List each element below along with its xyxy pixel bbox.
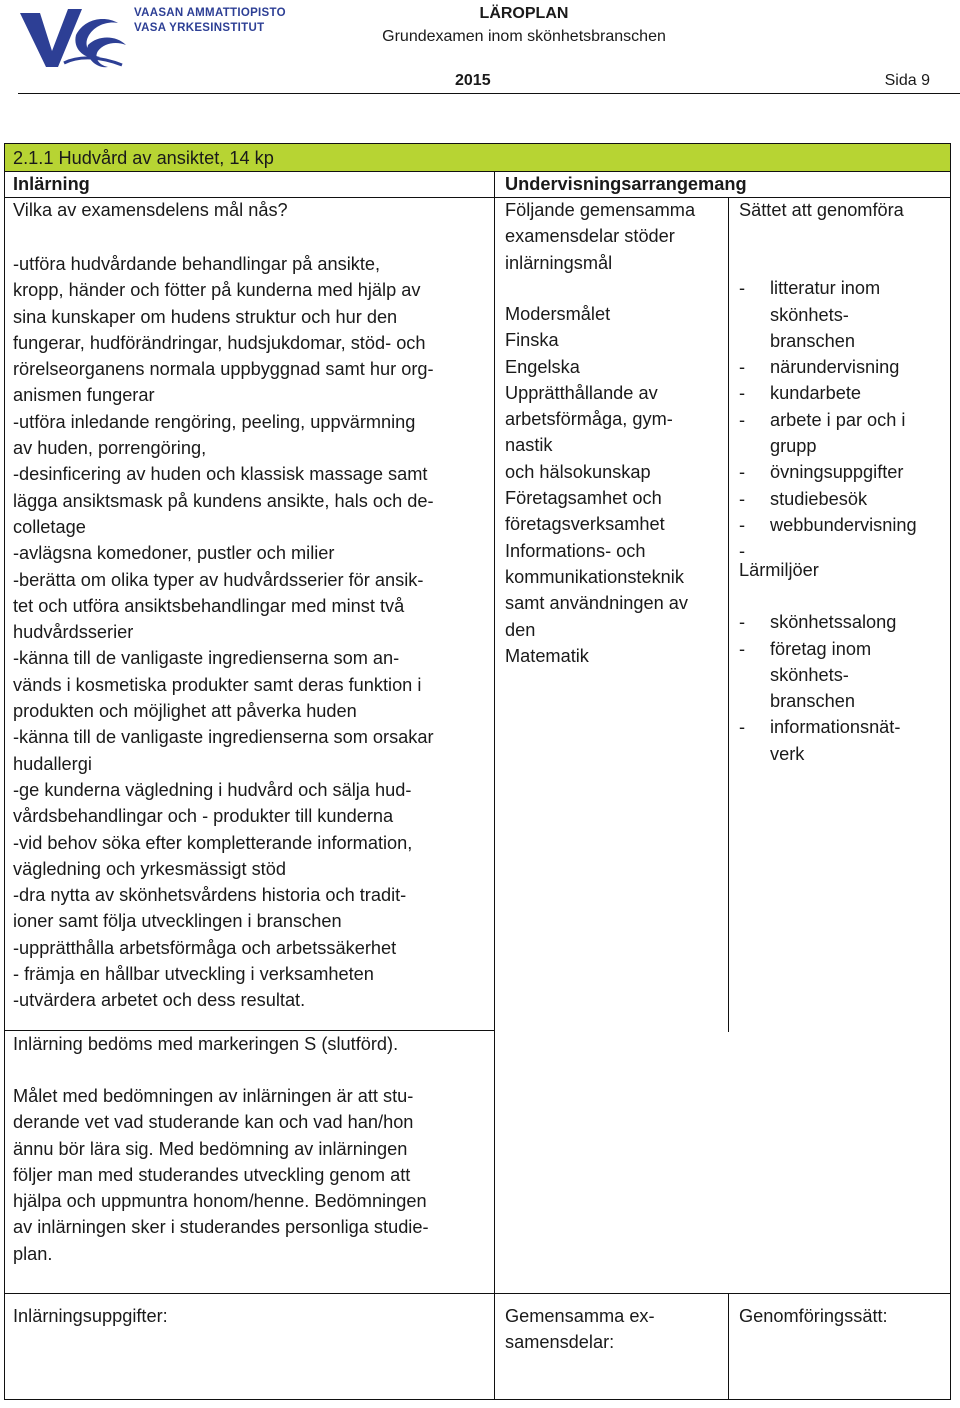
environment-item (739, 609, 949, 635)
methods-list (739, 275, 949, 564)
rule-above-tasks (5, 1293, 950, 1294)
vamia-logo (18, 5, 308, 71)
col-heading-teaching: Undervisningsarrangemang (505, 174, 747, 194)
tasks-label: Inlärningsuppgifter: (13, 1306, 168, 1326)
list-dash: - (739, 357, 746, 378)
curriculum-table (4, 143, 951, 1400)
method-item (739, 486, 949, 512)
list-dash: - (739, 514, 746, 535)
method-item (739, 275, 949, 354)
methods-heading: Sättet att genomföra (739, 200, 904, 220)
page-number: Sida 9 (884, 72, 930, 89)
list-dash: - (739, 278, 746, 299)
list-item-text: skönhetssalong (770, 612, 897, 633)
col-divider-2b (728, 1293, 729, 1399)
method-item (739, 512, 949, 538)
list-dash: - (739, 612, 746, 633)
document-title: LÄROPLAN (479, 5, 569, 22)
method-item (739, 354, 949, 380)
section-title: 2.1.1 Hudvård av ansiktet, 14 kp (13, 148, 274, 168)
list-item-text: arbete i par och i grupp (770, 409, 906, 457)
list-dash: - (739, 409, 746, 430)
header-divider (18, 93, 960, 94)
list-item-text: övningsuppgifter (770, 462, 904, 483)
common-parts-list: Modersmålet Finska Engelska Upprätthållande av arbetsförmåga, gym- nastik och hälsokunskap Företagsamhet och företagsverksamhet Informations- och kommunikationsteknik samt användningen av den Matematik (505, 304, 689, 666)
goals-question: Vilka av examensdelens mål nås? (13, 200, 288, 220)
list-item-text: närundervisning (770, 357, 900, 378)
vamia-logo-mark-icon (18, 5, 130, 71)
col-divider-2 (728, 197, 729, 1032)
implementation-label: Genomföringssätt: (739, 1306, 888, 1326)
environment-item (739, 636, 949, 715)
environments-list-container (739, 583, 949, 793)
environment-item (739, 714, 949, 767)
list-item-text: studiebesök (770, 488, 868, 509)
list-dash: - (739, 383, 746, 404)
org-name-finnish: VAASAN AMMATTIOPISTO (134, 7, 286, 19)
assessment-description: Målet med bedömningen av inlärningen är att stu- derande vet vad studerande kan och vad han/hon ännu bör lära sig. Med bedömning av inlärningen följer man med studerandes utveckling genom att hjälpa och uppmuntra honom/henne. Bedömningen av inlärningen sker i studerandes personliga studie- plan. (13, 1086, 429, 1264)
org-name-swedish: VASA YRKESINSTITUT (134, 22, 265, 34)
common-parts-heading: Följande gemensamma examensdelar stöder inlärningsmål (505, 200, 696, 273)
list-dash: - (739, 488, 746, 509)
col-divider-1 (494, 171, 495, 1399)
assessment-note: Inlärning bedöms med markeringen S (slutförd). (13, 1034, 399, 1054)
list-item-text: kundarbete (770, 383, 862, 404)
document-subtitle: Grundexamen inom skönhetsbranschen (382, 28, 666, 45)
method-item (739, 459, 949, 485)
environments-heading: Lärmiljöer (739, 560, 819, 580)
list-item-text: företag inom skönhets- branschen (770, 638, 872, 712)
environments-list (739, 609, 949, 767)
list-item-text: webbundervisning (770, 514, 917, 535)
list-item-text: litteratur inom skönhets- branschen (770, 278, 881, 351)
list-dash: - (739, 638, 746, 659)
list-item-text: informationsnät- verk (770, 717, 901, 764)
methods-list-container (739, 249, 949, 591)
method-item (739, 380, 949, 406)
list-dash: - (739, 717, 746, 738)
learning-goals-list: -utföra hudvårdande behandlingar på ansikte, kropp, händer och fötter på kunderna med hjälp av sina kunskaper om hudens struktur och hur den fungerar, hudförändringar, hudsjukdomar, stöd- och rörelseorganens normala uppbyggnad samt hur org- anismen fungerar -utföra inledande rengöring, peeling, uppvärmning av huden, porrengöring, -desinficering av huden och klassisk massage samt lägga ansiktsmask på kundens ansikte, hals och de- colletage -avlägsna komedoner, pustler och milier -berätta om olika typer av hudvårdsserier för ansik- tet och utföra ansiktsbehandlingar med minst två hudvårdsserier -känna till de vanligaste ingredienserna som an- vänds i kosmetiska produkter samt deras funktion i produkten och möjlighet att påverka huden -känna till de vanligaste ingredienserna som orsakar hudallergi -ge kunderna vägledning i hudvård och sälja hud- vårdsbehandlingar och - produkter till kunderna -vid behov söka efter kompletterande information, vägledning och yrkesmässigt stöd -dra nytta av skönhetsvårdens historia och tradit- ioner samt följa utvecklingen i branschen -upprätthålla arbetsförmåga och arbetssäkerhet - främja en hållbar utveckling i verksamheten -utvärdera arbetet och dess resultat. (13, 254, 434, 1011)
common-parts-label: Gemensamma ex- samensdelar: (505, 1306, 655, 1353)
document-year: 2015 (455, 72, 491, 89)
list-dash: - (739, 541, 746, 562)
col-heading-learning: Inlärning (13, 174, 90, 194)
method-item (739, 407, 949, 460)
list-dash: - (739, 462, 746, 483)
